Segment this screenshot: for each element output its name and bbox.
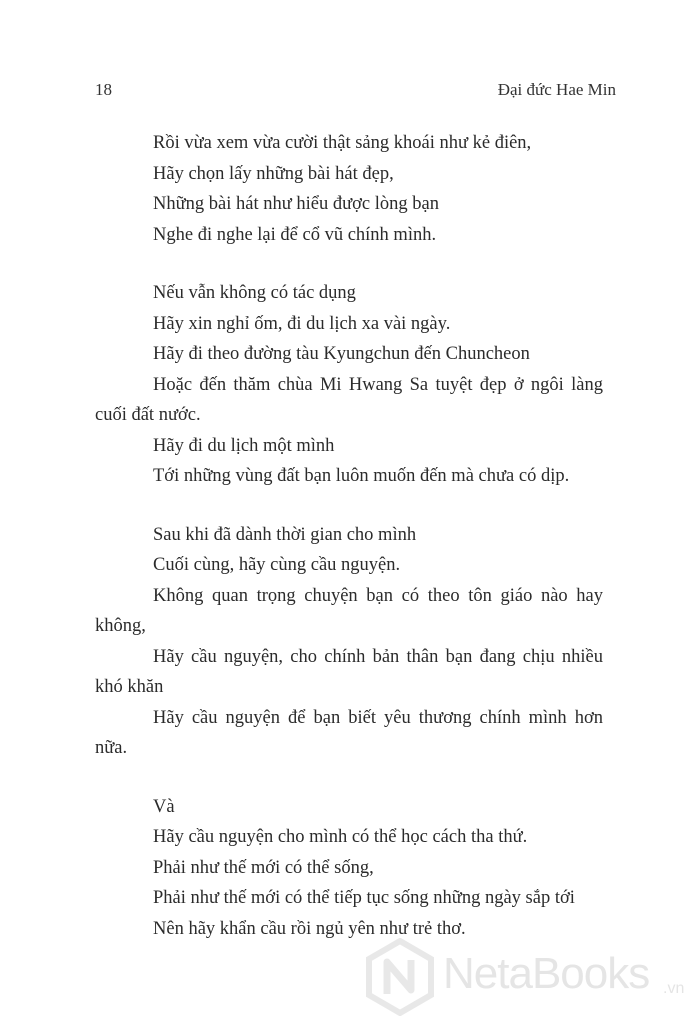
- stanza: [95, 792, 603, 945]
- watermark-domain-suffix: .vn: [663, 980, 685, 997]
- page-number: 18: [95, 80, 112, 99]
- poem-line: Phải như thế mới có thể tiếp tục sống những ngày sắp tới: [153, 888, 575, 908]
- poem-line: Và: [153, 796, 175, 817]
- netabooks-watermark: [365, 934, 695, 1024]
- poem-line: Hãy chọn lấy những bài hát đẹp,: [153, 163, 394, 184]
- stanza: [95, 128, 603, 250]
- poem-line: Hãy đi du lịch một mình: [153, 435, 335, 456]
- poem-line: Nếu vẫn không có tác dụng: [153, 283, 356, 303]
- poem-line: Không quan trọng chuyện bạn có theo tôn giáo nào hay không,: [95, 585, 603, 636]
- poem-line: Hoặc đến thăm chùa Mi Hwang Sa tuyệt đẹp ở ngôi làng cuối đất nước.: [95, 374, 603, 425]
- poem-line: Tới những vùng đất bạn luôn muốn đến mà chưa có dịp.: [153, 466, 570, 486]
- poem-line: Nghe đi nghe lại để cổ vũ chính mình.: [153, 224, 437, 245]
- poem-body: [95, 128, 603, 972]
- stanza: [95, 520, 603, 764]
- netabooks-logo-icon: [365, 938, 435, 1016]
- stanza: [95, 278, 603, 492]
- poem-line: Hãy cầu nguyện, cho chính bản thân bạn đang chịu nhiều khó khăn: [95, 646, 603, 697]
- poem-line: Phải như thế mới có thể sống,: [153, 857, 374, 878]
- poem-line: Hãy xin nghỉ ốm, đi du lịch xa vài ngày.: [153, 313, 451, 334]
- poem-line: Nên hãy khẩn cầu rồi ngủ yên như trẻ thơ.: [153, 918, 466, 939]
- running-title: Đại đức Hae Min: [497, 80, 616, 99]
- poem-line: Rồi vừa xem vừa cười thật sảng khoái như kẻ điên,: [153, 133, 532, 153]
- poem-line: Hãy cầu nguyện để bạn biết yêu thương chính mình hơn nữa.: [95, 707, 603, 758]
- poem-line: Cuối cùng, hãy cùng cầu nguyện.: [153, 555, 401, 575]
- poem-line: Những bài hát như hiểu được lòng bạn: [153, 194, 439, 214]
- poem-line: Hãy đi theo đường tàu Kyungchun đến Chuncheon: [153, 344, 530, 364]
- poem-line: Hãy cầu nguyện cho mình có thể học cách tha thứ.: [153, 827, 528, 847]
- poem-line: Sau khi đã dành thời gian cho mình: [153, 524, 417, 545]
- watermark-brand: NetaBooks: [443, 949, 650, 998]
